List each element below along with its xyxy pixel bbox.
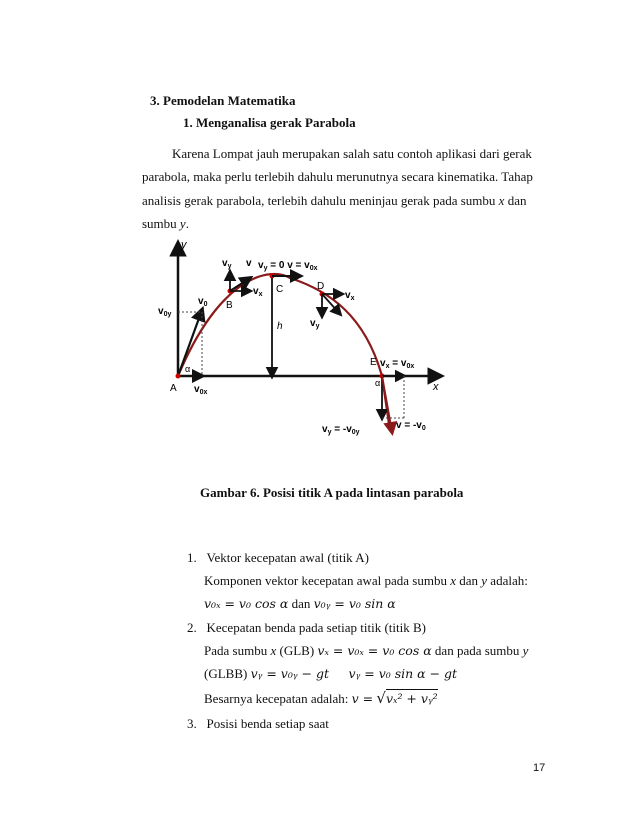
- label-v0y: $v_{0y}$: [158, 306, 172, 318]
- label-v0x: $v_{0x}$: [194, 384, 208, 396]
- label-c: C: [276, 284, 284, 295]
- subsection-title: Menganalisa gerak Parabola: [196, 115, 356, 130]
- intro-line-3: analisis gerak parabola, terlebih dahulu meninjau gerak pada sumbu x dan: [142, 193, 527, 208]
- list-item-2-line-3: Besarnya kecepatan adalah: v = √vₓ² + vᵧ²: [204, 689, 438, 707]
- label-ve: $v_x = v_{0x}$: [380, 358, 415, 370]
- list-item-3: 3. Posisi benda setiap saat: [187, 716, 329, 731]
- subsection-heading: [183, 115, 356, 131]
- label-v-bottom: $v = -v_0$: [396, 420, 426, 432]
- label-vb-x: $v_x$: [253, 286, 263, 298]
- label-vy-bottom: $v_y = -v_{0y}$: [322, 424, 360, 436]
- intro-line-4: sumbu y.: [142, 216, 189, 231]
- list-item-1-line: Komponen vektor kecepatan awal pada sumbu x dan y adalah:: [204, 573, 528, 588]
- label-vd-x: $v_x$: [345, 290, 355, 302]
- ve-vector: [382, 376, 392, 432]
- parabola-figure: [150, 236, 450, 446]
- y-axis-label: y: [181, 239, 187, 251]
- section-heading: [150, 93, 296, 109]
- label-h: h: [277, 321, 283, 332]
- list-item-2-line-1: Pada sumbu x (GLB) vₓ = v₀ₓ = v₀ cos α dan pada sumbu y: [204, 643, 529, 658]
- point-a: [176, 374, 181, 379]
- section-number: 3.: [150, 93, 160, 108]
- intro-line-2: parabola, maka perlu terlebih dahulu merunutnya secara kinematika. Tahap: [142, 169, 533, 184]
- figure-caption: Gambar 6. Posisi titik A pada lintasan parabola: [200, 485, 464, 500]
- label-top-eq: $v_y = 0$ $v = v_{0x}$: [258, 260, 318, 272]
- section-title: Pemodelan Matematika: [163, 93, 296, 108]
- label-vb: v: [246, 258, 252, 269]
- label-vb-y: $v_y$: [222, 258, 232, 270]
- label-a: A: [170, 383, 177, 394]
- x-axis-label: x: [433, 381, 439, 393]
- intro-line-1: Karena Lompat jauh merupakan salah satu contoh aplikasi dari gerak: [172, 146, 532, 161]
- label-e: E: [370, 357, 377, 368]
- page-number: 17: [533, 762, 546, 774]
- label-b: B: [226, 300, 233, 311]
- vb-vector: [230, 278, 250, 291]
- list-item-1: 1. Vektor kecepatan awal (titik A): [187, 550, 369, 565]
- list-item-2: 2. Kecepatan benda pada setiap titik (titik B): [187, 620, 426, 635]
- trajectory-curve: [178, 274, 390, 431]
- list-item-2-line-2: (GLBB) vᵧ = v₀ᵧ − gt vᵧ = v₀ sin α − gt: [204, 666, 458, 681]
- sqrt-icon: √: [376, 689, 386, 707]
- label-alpha-a: α: [185, 364, 191, 374]
- subsection-number: 1.: [183, 115, 193, 130]
- label-alpha-e: α: [375, 378, 381, 388]
- label-vd-y: $v_y$: [310, 318, 320, 330]
- list-item-1-equation: v₀ₓ = v₀ cos α dan v₀ᵧ = v₀ sin α: [204, 596, 396, 611]
- label-d: D: [317, 281, 325, 292]
- label-v0: $v_0$: [198, 296, 208, 308]
